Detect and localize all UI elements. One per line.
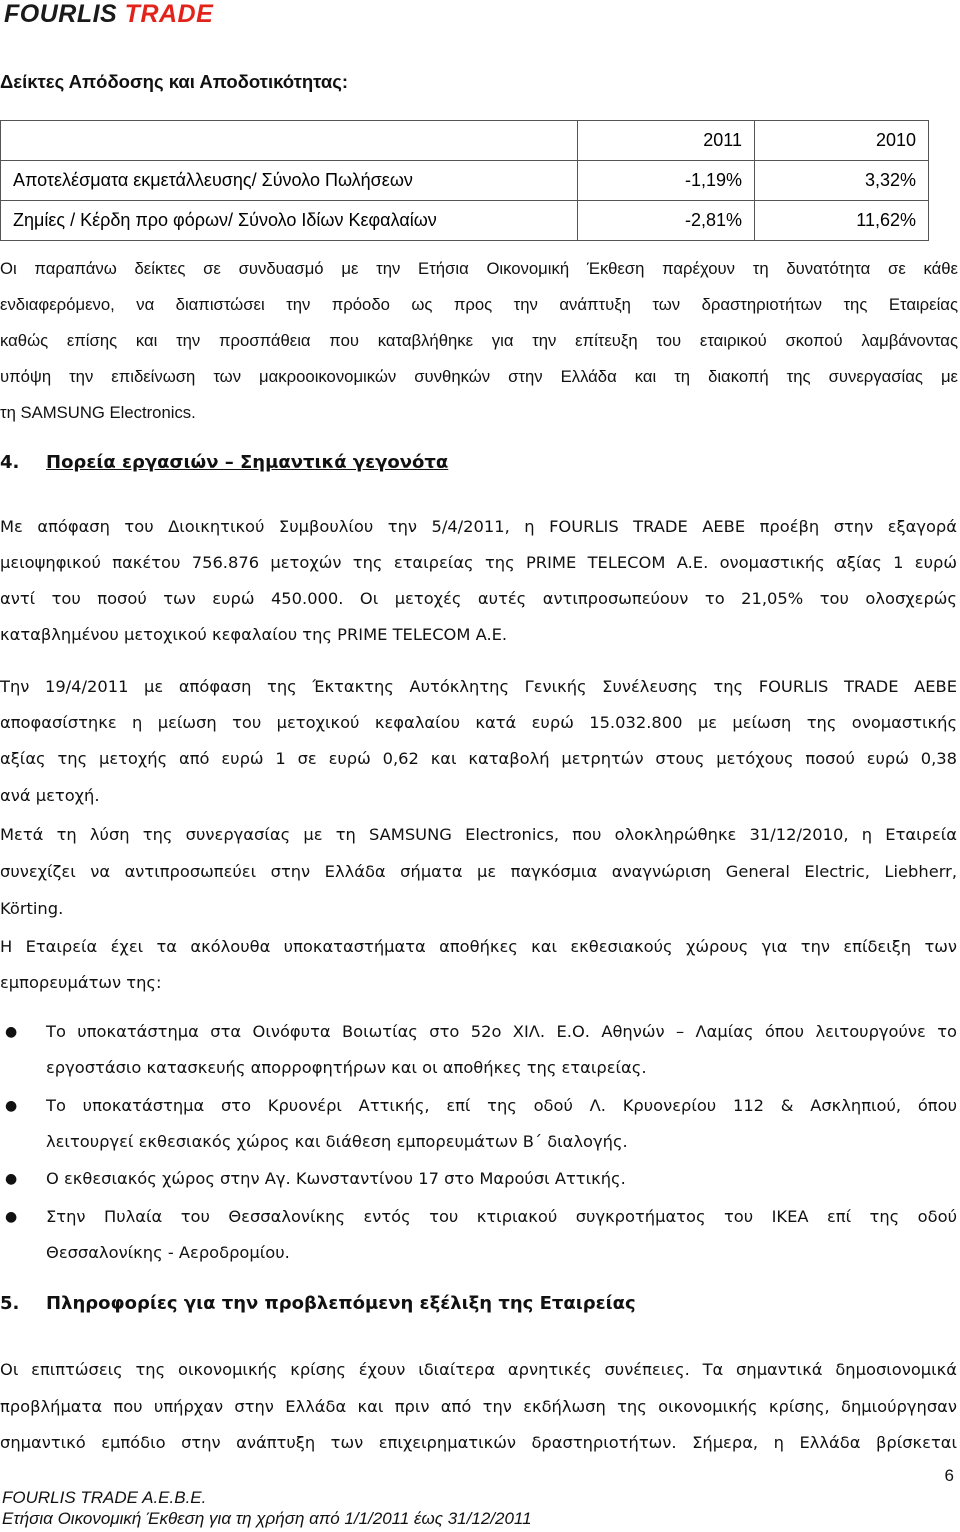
para2-line: Την 19/4/2011 με απόφαση της Έκτακτης Αυτόκλητης Γενικής Συνέλευσης της FOURLIS TRADE AEBE — [0, 677, 957, 696]
section-5-title: Πληροφορίες για την προβλεπόμενη εξέλιξη της Εταιρείας — [46, 1293, 636, 1314]
company-logo — [4, 0, 213, 29]
para3-line: Μετά τη λύση της συνεργασίας με τη SAMSUNG Electronics, που ολοκληρώθηκε 31/12/2010, η Εταιρεία — [0, 825, 957, 844]
intro-line: τη SAMSUNG Electronics. — [0, 403, 196, 422]
bullet-line: Το υποκατάστημα στο Κρυονέρι Αττικής, επί της οδού Λ. Κρυονερίου 112 & Ασκληπιού, όπου — [46, 1096, 957, 1115]
table-row — [1, 161, 929, 201]
value-2010: 3,32% — [755, 161, 929, 201]
footer-company: FOURLIS TRADE A.E.B.E. — [2, 1488, 207, 1507]
logo-part-fourlis: FOURLIS — [4, 0, 118, 28]
section5-line: προβλήματα που υπήρχαν στην Ελλάδα και πριν από την εκδήλωση της οικονομικής κρίσης, δημιούργησαν — [0, 1397, 957, 1416]
row-label: Αποτελέσματα εκμετάλλευσης/ Σύνολο Πωλήσεων — [1, 161, 578, 201]
table-row — [1, 201, 929, 241]
para4-line: εμπορευμάτων της: — [0, 973, 162, 992]
logo-part-trade: TRADE — [124, 0, 214, 28]
footer-report: Ετήσια Οικονομική Έκθεση για τη χρήση από 1/1/2011 έως 31/12/2011 — [2, 1509, 532, 1528]
bullet-dot: ● — [5, 1098, 18, 1114]
intro-line: υπόψη την επιδείνωση των μακροοικονομικών συνθηκών στην Ελλάδα και τη διακοπή της συνεργασίας με — [0, 367, 958, 386]
intro-line: ενδιαφερόμενο, να διαπιστώσει την πρόοδο ως προς την ανάπτυξη των δραστηριοτήτων της Εταιρείας — [0, 295, 958, 314]
bullet-line: Το υποκατάστημα στα Οινόφυτα Βοιωτίας στο 52ο ΧΙΛ. Ε.Ο. Αθηνών – Λαμίας όπου λειτουργούνε το — [46, 1022, 957, 1041]
bullet-dot: ● — [5, 1171, 18, 1187]
value-2011: -2,81% — [578, 201, 755, 241]
section-4-heading — [0, 452, 448, 473]
section5-line: σημαντικό εμπόδιο στην ανάπτυξη των επιχειρηματικών δραστηριοτήτων. Σήμερα, η Ελλάδα βρίσκεται — [0, 1433, 957, 1452]
para2-line: αποφασίστηκε η μείωση του μετοχικού κεφαλαίου κατά ευρώ 15.032.800 με μείωση της ονομαστικής — [0, 713, 957, 732]
page-number: 6 — [944, 1466, 954, 1485]
para3-line: Körting. — [0, 899, 64, 918]
bullet-line: Ο εκθεσιακός χώρος στην Αγ. Κωνσταντίνου 17 στο Μαρούσι Αττικής. — [46, 1169, 626, 1188]
table-header-row — [1, 121, 929, 161]
value-2010: 11,62% — [755, 201, 929, 241]
bullet-line: Στην Πυλαία του Θεσσαλονίκης εντός του κτιριακού συγκροτήματος του ΙΚΕΑ επί της οδού — [46, 1207, 957, 1226]
kpi-table — [0, 120, 929, 241]
para2-line: αξίας της μετοχής από ευρώ 1 σε ευρώ 0,62 και καταβολή μετρητών στους μετόχους ποσού ευρώ 0,38 — [0, 749, 957, 768]
bullet-dot: ● — [5, 1024, 18, 1040]
intro-line: καθώς επίσης και την προσπάθεια που καταβλήθηκε για την επίτευξη του εταιρικού σκοπού λαμβάνοντας — [0, 331, 958, 350]
value-2011: -1,19% — [578, 161, 755, 201]
para3-line: συνεχίζει να αντιπροσωπεύει στην Ελλάδα σήματα με παγκόσμια αναγνώριση General Electric, Liebherr, — [0, 862, 957, 881]
para1-line: Με απόφαση του Διοικητικού Συμβουλίου την 5/4/2011, η FOURLIS TRADE AEBE προέβη στην εξαγορά — [0, 517, 957, 536]
year-2010-header: 2010 — [755, 121, 929, 161]
para1-line: αντί του ποσού των ευρώ 450.000. Οι μετοχές αυτές αντιπροσωπεύουν το 21,05% του ολοσχερώς — [0, 589, 957, 608]
table-cell-empty — [1, 121, 578, 161]
bullet-line: λειτουργεί εκθεσιακός χώρος και διάθεση εμπορευμάτων Β΄ διαλογής. — [46, 1132, 628, 1151]
para1-line: μειοψηφικού πακέτου 756.876 μετοχών της εταιρείας της PRIME TELECOM A.E. ονομαστικής αξίας 1 ευρώ — [0, 553, 957, 572]
para2-line: ανά μετοχή. — [0, 786, 100, 805]
bullet-dot: ● — [5, 1209, 18, 1225]
year-2011-header: 2011 — [578, 121, 755, 161]
bullet-line: Θεσσαλονίκης - Αεροδρομίου. — [46, 1243, 290, 1262]
section5-line: Οι επιπτώσεις της οικονομικής κρίσης έχουν ιδιαίτερα αρνητικές συνέπειες. Τα σημαντικά δημοσιονομικά — [0, 1360, 957, 1379]
para1-line: καταβλημένου μετοχικού κεφαλαίου της PRIME TELECOM A.E. — [0, 625, 508, 644]
row-label: Ζημίες / Κέρδη προ φόρων/ Σύνολο Ιδίων Κεφαλαίων — [1, 201, 578, 241]
section-4-title: Πορεία εργασιών – Σημαντικά γεγονότα — [46, 452, 449, 473]
section-title: Δείκτες Απόδοσης και Αποδοτικότητας: — [0, 71, 349, 92]
section-5-number: 5. — [0, 1293, 20, 1314]
section-5-heading — [0, 1293, 636, 1314]
section-4-number: 4. — [0, 452, 20, 473]
para4-line: Η Εταιρεία έχει τα ακόλουθα υποκαταστήματα αποθήκες και εκθεσιακούς χώρους για την επίδειξη των — [0, 937, 957, 956]
intro-line: Οι παραπάνω δείκτες σε συνδυασμό με την Ετήσια Οικονομική Έκθεση παρέχουν τη δυνατότητα σε κάθε — [0, 259, 958, 278]
bullet-line: εργοστάσιο κατασκευής απορροφητήρων και οι αποθήκες της εταιρείας. — [46, 1058, 647, 1077]
